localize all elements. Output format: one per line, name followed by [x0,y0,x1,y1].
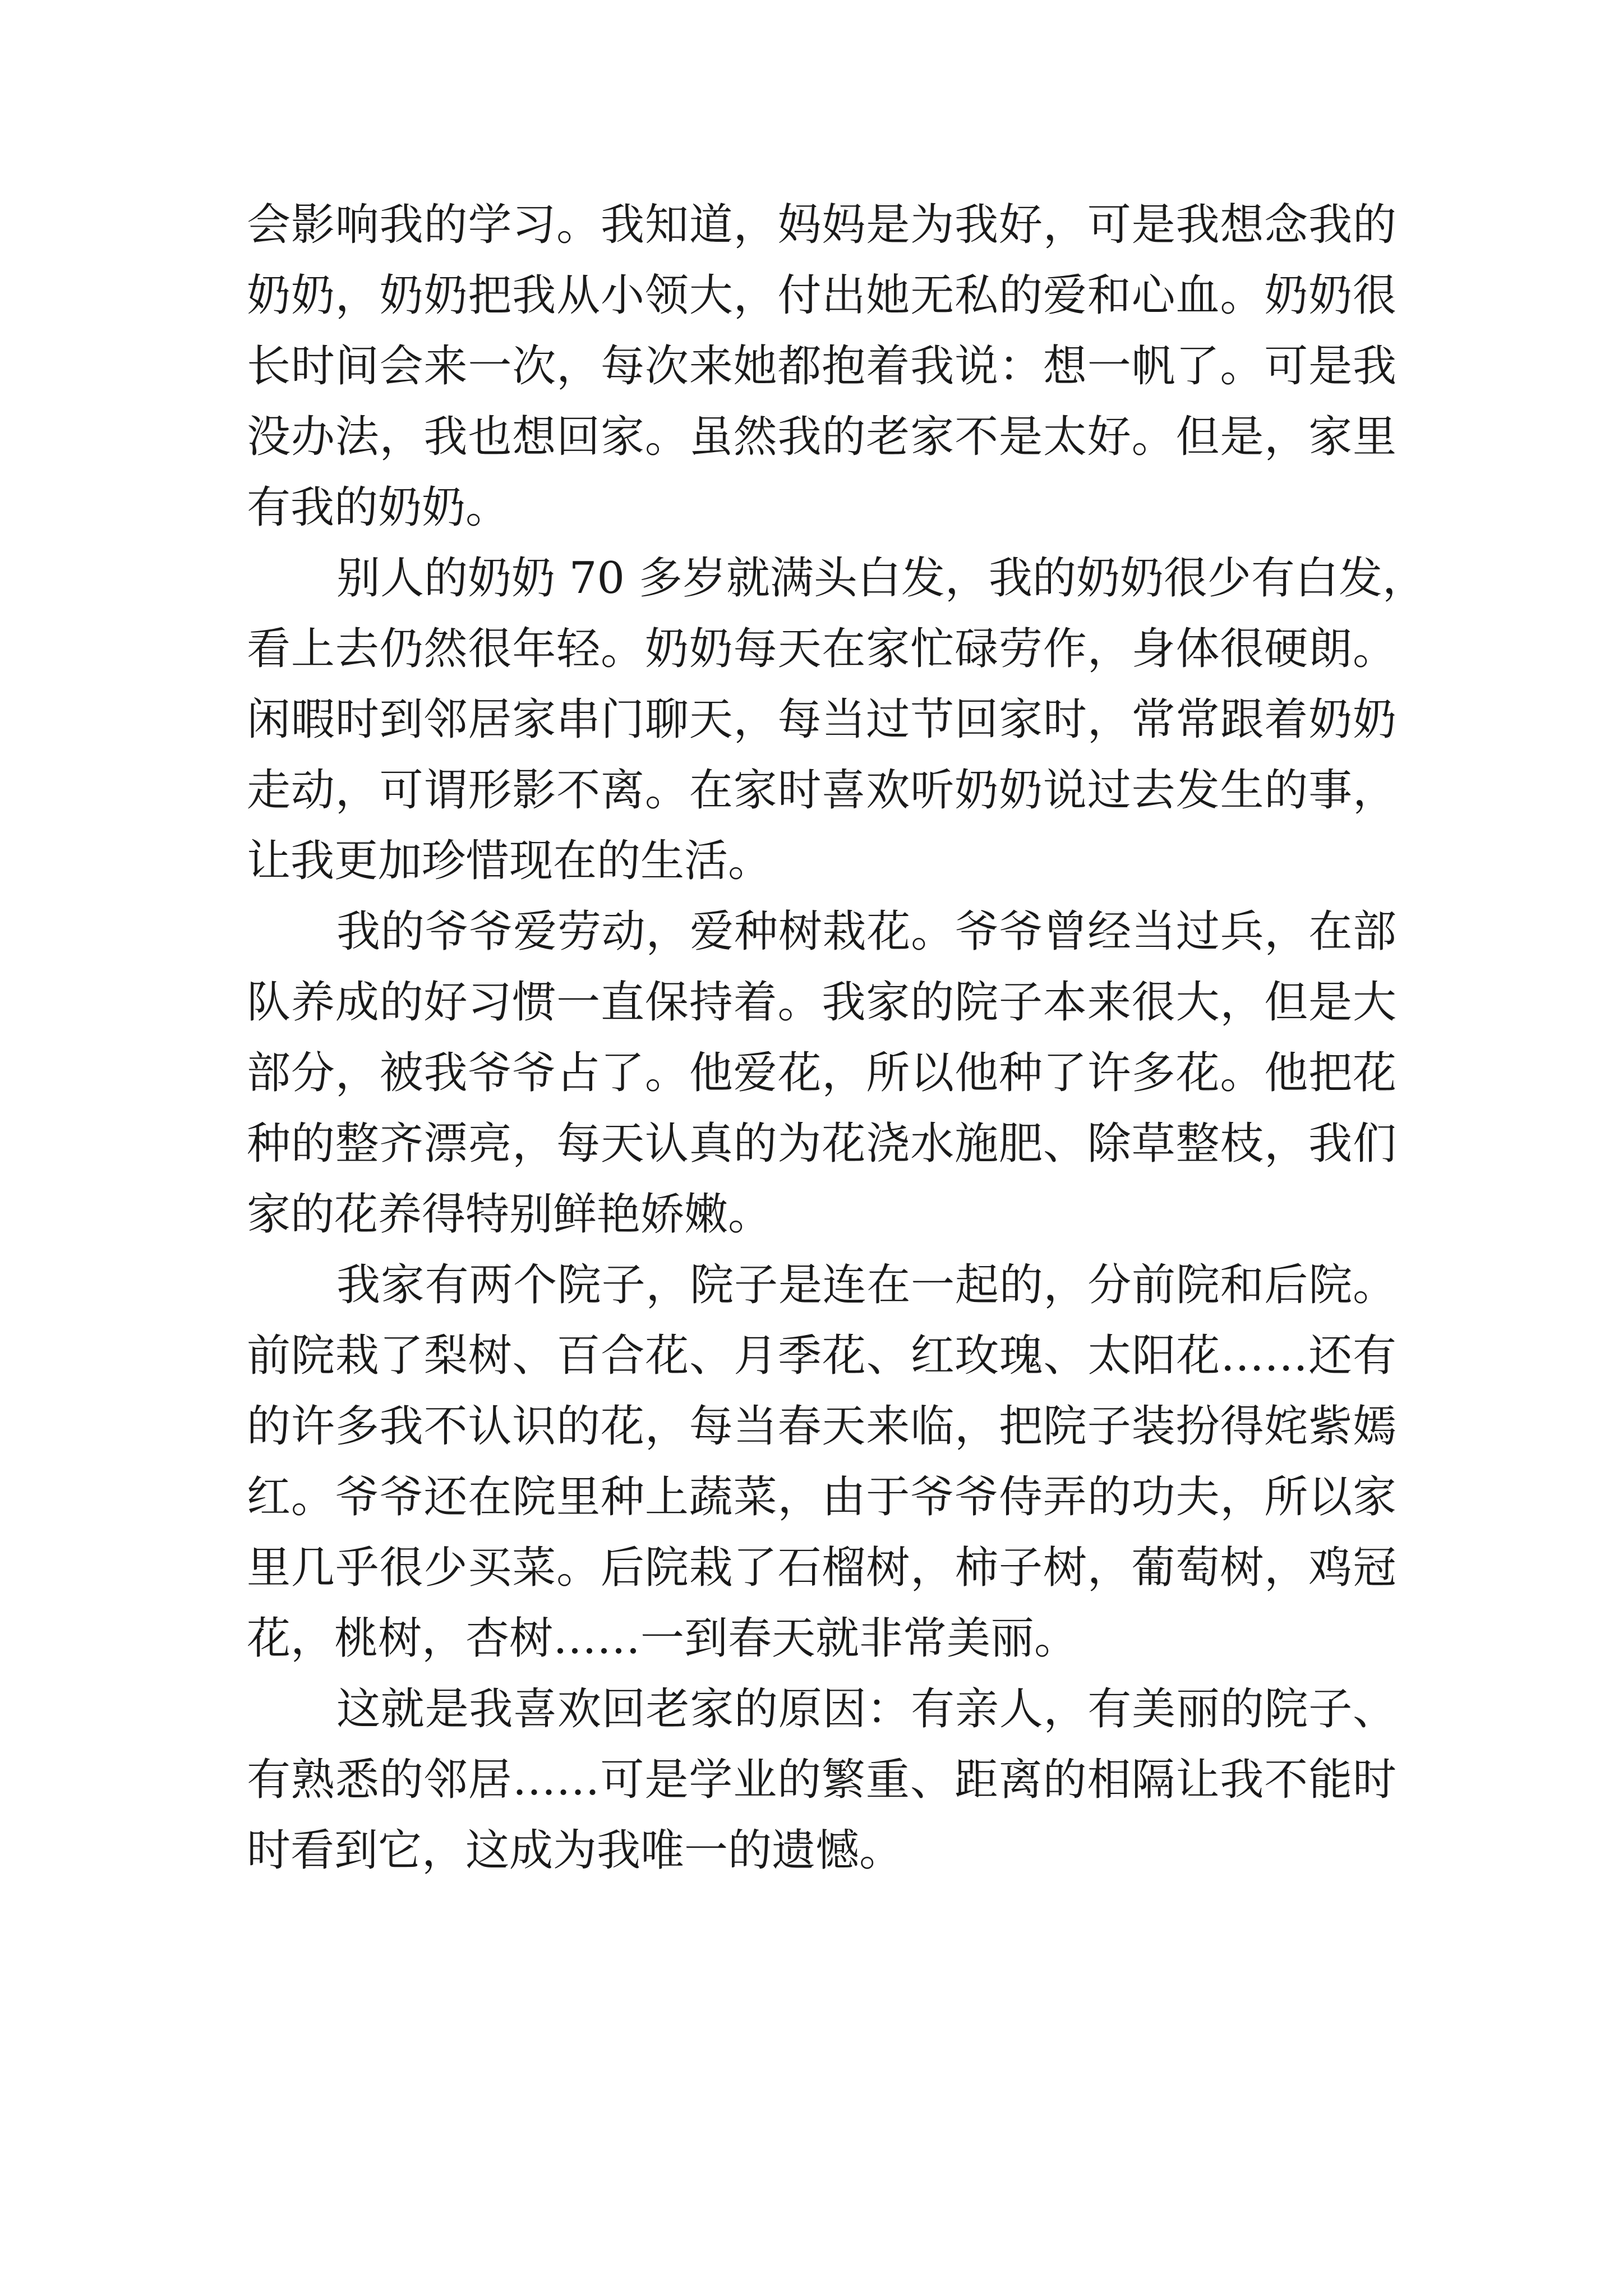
text-line: 队养成的好习惯一直保持着。我家的院子本来很大，但是大 [247,977,1396,1028]
paragraph-3 [247,896,1396,1250]
text-line: 走动，可谓形影不离。在家时喜欢听奶奶说过去发生的事， [247,765,1396,816]
text-line: 花，桃树，杏树……一到春天就非常美丽。 [247,1613,1078,1664]
text-line: 前院栽了梨树、百合花、月季花、红玫瑰、太阳花……还有 [247,1331,1396,1381]
text-line: 让我更加珍惜现在的生活。 [247,836,772,886]
paragraph-4 [247,1250,1396,1674]
text-line: 部分，被我爷爷占了。他爱花，所以他种了许多花。他把花 [247,1048,1396,1098]
paragraph-1 [247,190,1396,543]
text-line: 里几乎很少买菜。后院栽了石榴树，柿子树，葡萄树，鸡冠 [247,1543,1396,1593]
text-line: 长时间会来一次，每次来她都抱着我说：想一帆了。可是我 [247,341,1396,392]
text-line: 时看到它，这成为我唯一的遗憾。 [247,1825,903,1876]
text-line: 有我的奶奶。 [247,482,510,533]
text-line: 看上去仍然很年轻。奶奶每天在家忙碌劳作，身体很硬朗。 [247,624,1396,674]
text-line: 种的整齐漂亮，每天认真的为花浇水施肥、除草整枝，我们 [247,1119,1396,1169]
paragraph-2 [247,543,1426,896]
text-line: 的许多我不认识的花，每当春天来临，把院子装扮得姹紫嫣 [247,1401,1396,1452]
text-line: 会影响我的学习。我知道，妈妈是为我好，可是我想念我的 [247,200,1396,250]
text-line: 我的爷爷爱劳动，爱种树栽花。爷爷曾经当过兵，在部 [336,907,1396,957]
text-line: 有熟悉的邻居……可是学业的繁重、距离的相隔让我不能时 [247,1755,1396,1805]
text-line: 红。爷爷还在院里种上蔬菜，由于爷爷侍弄的功夫，所以家 [247,1472,1396,1522]
text-line: 这就是我喜欢回老家的原因：有亲人，有美丽的院子、 [336,1684,1396,1734]
text-line: 奶奶，奶奶把我从小领大，付出她无私的爱和心血。奶奶很 [247,270,1396,321]
text-line: 家的花养得特别鲜艳娇嫩。 [247,1189,772,1240]
text-line: 我家有两个院子，院子是连在一起的，分前院和后院。 [336,1260,1396,1310]
document-body [247,190,1426,1886]
paragraph-5 [247,1674,1396,1886]
text-line: 别人的奶奶 70 多岁就满头白发，我的奶奶很少有白发， [336,553,1426,604]
text-line: 闲暇时到邻居家串门聊天，每当过节回家时，常常跟着奶奶 [247,694,1396,745]
text-line: 没办法，我也想回家。虽然我的老家不是太好。但是，家里 [247,412,1396,462]
